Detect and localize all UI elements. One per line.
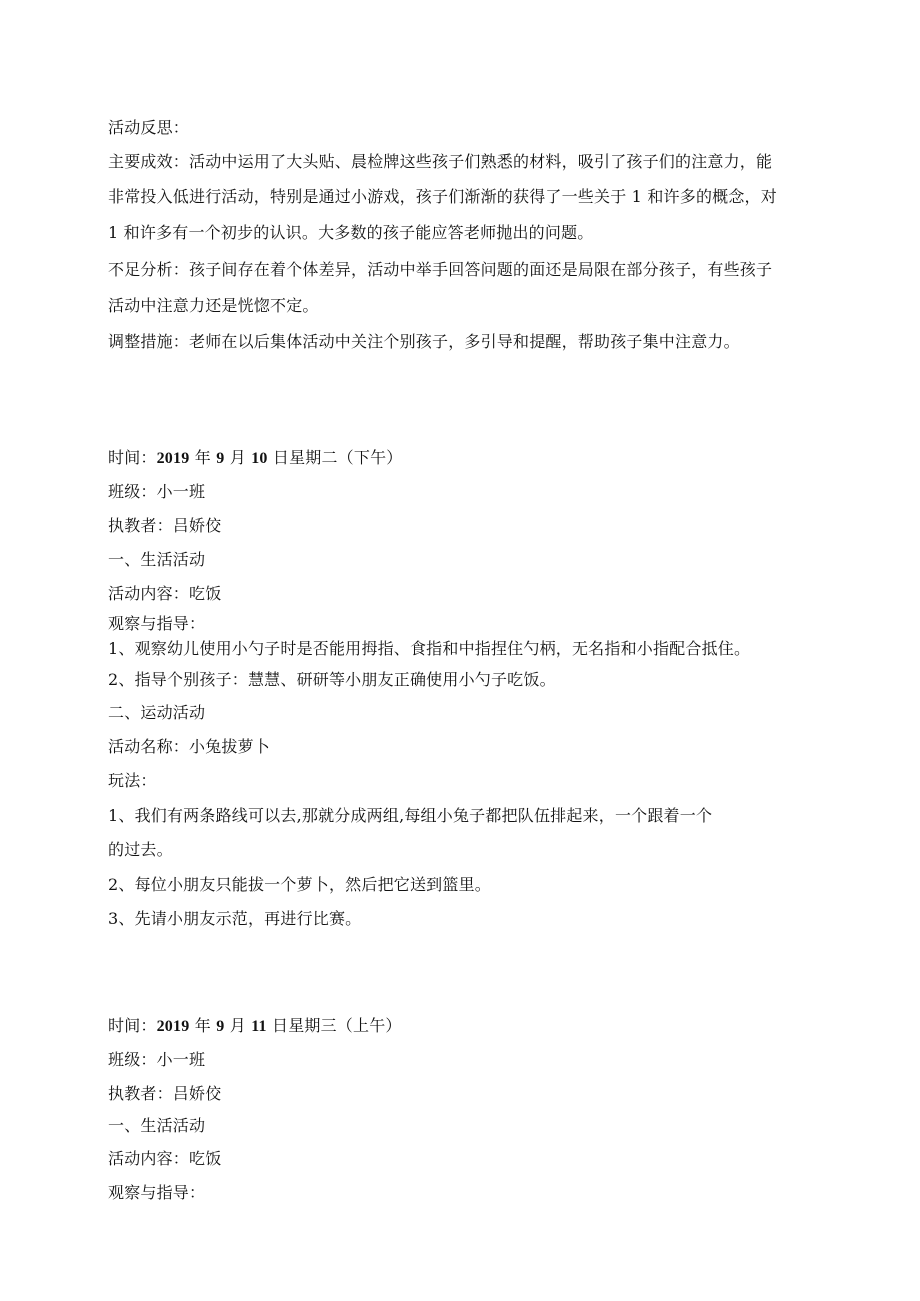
record1-play-3: 3、先请小朋友示范，再进行比赛。 <box>108 909 362 928</box>
record1-class: 班级：小一班 <box>108 482 206 501</box>
record2-date-prefix: 时间： <box>108 1016 157 1035</box>
record1-section1-content: 活动内容：吃饭 <box>108 584 222 603</box>
record2-day-suffix: 日星期三（上午） <box>266 1016 402 1035</box>
reflection-achievements-line-2: 非常投入低进行活动，特别是通过小游戏，孩子们渐渐的获得了一些关于 1 和许多的概念，对 <box>108 187 777 206</box>
record1-section2-play-title: 玩法： <box>108 771 157 790</box>
record1-section1-guidance-title: 观察与指导： <box>108 614 206 633</box>
record2-section1-title: 一、生活活动 <box>108 1116 206 1135</box>
record1-month: 9 <box>216 450 225 467</box>
record2-section1-content: 活动内容：吃饭 <box>108 1149 222 1168</box>
reflection-deficiency-line-2: 活动中注意力还是恍惚不定。 <box>108 296 319 315</box>
record2-month-unit: 月 <box>224 1016 252 1035</box>
record2-year: 2019 <box>156 1018 190 1035</box>
record1-year-unit: 年 <box>189 448 217 467</box>
record1-year: 2019 <box>156 450 190 467</box>
record2-date <box>108 1016 402 1037</box>
record1-play-1-line-2: 的过去。 <box>108 840 173 859</box>
record1-month-unit: 月 <box>224 448 252 467</box>
reflection-achievements-line-3: 1 和许多有一个初步的认识。大多数的孩子能应答老师抛出的问题。 <box>108 223 594 242</box>
record2-day: 11 <box>251 1018 267 1035</box>
record1-section2-name: 活动名称：小兔拔萝卜 <box>108 737 271 756</box>
reflection-deficiency-line-1: 不足分析：孩子间存在着个体差异，活动中举手回答问题的面还是局限在部分孩子，有些孩子 <box>108 260 773 279</box>
record1-teacher: 执教者：吕娇佼 <box>108 516 222 535</box>
record1-section1-guidance-1: 1、观察幼儿使用小勺子时是否能用拇指、食指和中指捏住勺柄，无名指和小指配合抵住。 <box>108 639 751 658</box>
reflection-heading: 活动反思： <box>108 118 190 137</box>
reflection-achievements-line-1: 主要成效：活动中运用了大头贴、晨检牌这些孩子们熟悉的材料，吸引了孩子们的注意力，能 <box>108 152 773 171</box>
record1-play-1-line-1: 1、我们有两条路线可以去,那就分成两组,每组小兔子都把队伍排起来，一个跟着一个 <box>108 806 713 825</box>
record2-section1-guidance-title: 观察与指导： <box>108 1183 206 1202</box>
record1-day-suffix: 日星期二（下午） <box>267 448 403 467</box>
record1-section2-title: 二、运动活动 <box>108 703 206 722</box>
record1-date-prefix: 时间： <box>108 448 157 467</box>
record1-section1-guidance-2: 2、指导个别孩子：慧慧、研研等小朋友正确使用小勺子吃饭。 <box>108 670 556 689</box>
record1-date <box>108 448 402 469</box>
record2-class: 班级：小一班 <box>108 1050 206 1069</box>
record2-year-unit: 年 <box>189 1016 217 1035</box>
record1-section1-title: 一、生活活动 <box>108 550 206 569</box>
record1-day: 10 <box>251 450 268 467</box>
reflection-adjustment: 调整措施：老师在以后集体活动中关注个别孩子，多引导和提醒，帮助孩子集中注意力。 <box>108 332 740 351</box>
record2-teacher: 执教者：吕娇佼 <box>108 1084 222 1103</box>
record1-play-2: 2、每位小朋友只能拔一个萝卜，然后把它送到篮里。 <box>108 875 491 894</box>
record2-month: 9 <box>216 1018 225 1035</box>
